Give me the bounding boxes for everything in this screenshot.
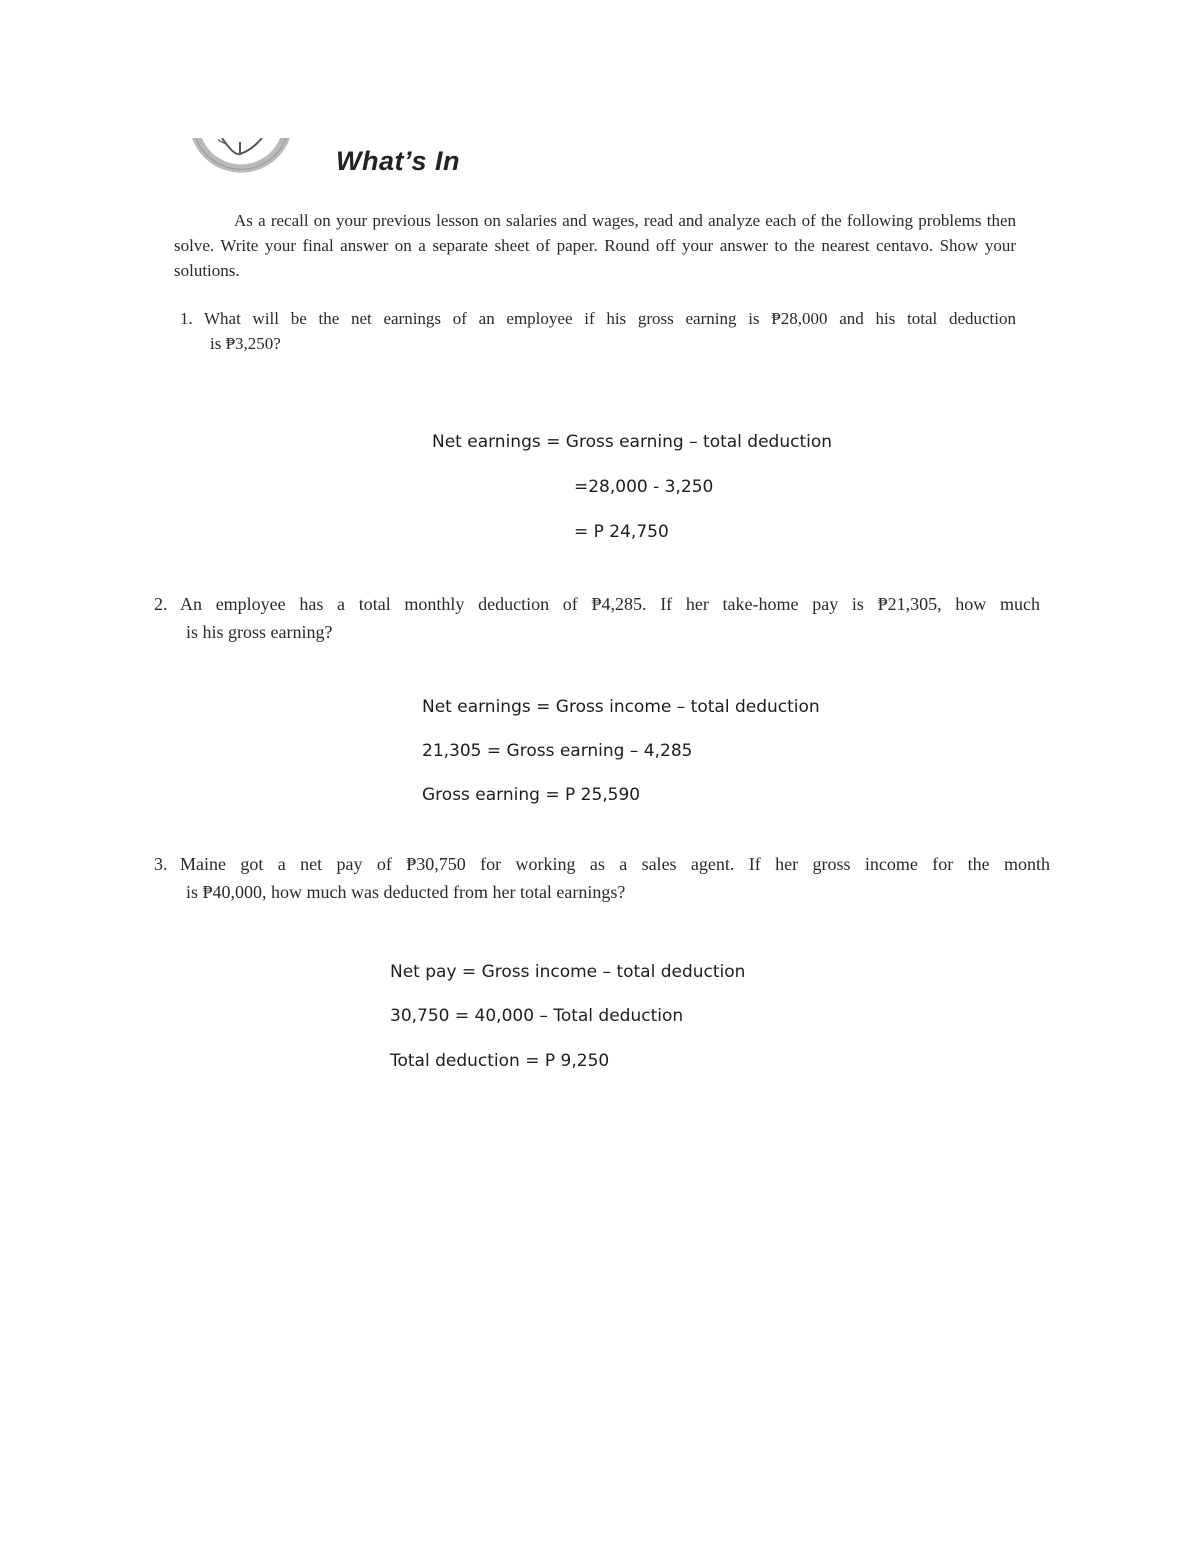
solution-3-line-2: 30,750 = 40,000 – Total deduction (390, 1006, 684, 1026)
solution-2-line-1: Net earnings = Gross income – total deduction (422, 697, 820, 717)
question-2 (154, 590, 1040, 646)
solution-2-line-2: 21,305 = Gross earning – 4,285 (422, 741, 693, 761)
question-text-line-2: is ₱3,250? (210, 334, 281, 353)
question-number: 2. (154, 594, 168, 614)
section-title: What’s In (336, 146, 461, 176)
solution-3-line-1: Net pay = Gross income – total deduction (390, 962, 746, 982)
instructions-paragraph: As a recall on your previous lesson on salaries and wages, read and analyze each of the following problems then solve. Write your final answer on a separate sheet of paper. Round off your answer to the nearest centavo. Show your solutions. (174, 211, 1016, 280)
question-1 (180, 306, 1016, 356)
question-text-line-1: Maine got a net pay of ₱30,750 for working as a sales agent. If her gross income for the month (180, 854, 1050, 874)
lesson-section-icon (182, 138, 302, 174)
question-number: 3. (154, 854, 168, 874)
question-text-line-2: is his gross earning? (186, 622, 333, 642)
solution-3-line-3: Total deduction = P 9,250 (390, 1051, 610, 1071)
solution-1-line-1: Net earnings = Gross earning – total deduction (432, 432, 833, 452)
question-number: 1. (180, 309, 193, 328)
solution-1-line-2: =28,000 - 3,250 (574, 477, 714, 497)
question-3 (154, 850, 1050, 906)
question-text-line-1: An employee has a total monthly deduction of ₱4,285. If her take-home pay is ₱21,305, how much (180, 594, 1040, 614)
solution-2-line-3: Gross earning = P 25,590 (422, 785, 641, 805)
question-text-line-1: What will be the net earnings of an employee if his gross earning is ₱28,000 and his total deduction (204, 309, 1016, 328)
question-text-line-2: is ₱40,000, how much was deducted from her total earnings? (186, 882, 626, 902)
solution-1-line-3: = P 24,750 (574, 522, 669, 542)
